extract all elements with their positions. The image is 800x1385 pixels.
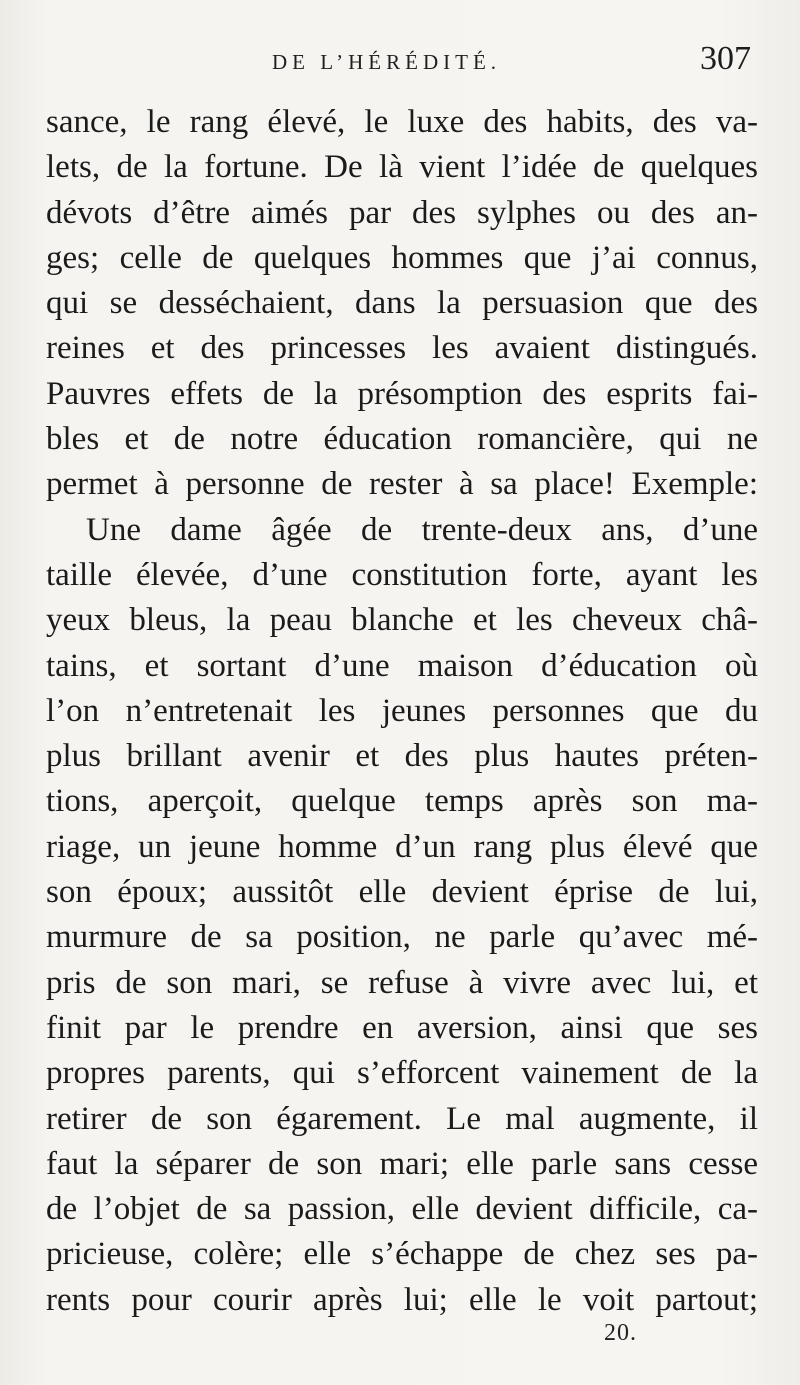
text-line: son époux; aussitôt elle devient éprise de lui, [46, 874, 758, 911]
text-line: taille élevée, d’une constitution forte, ayant les [46, 556, 758, 593]
running-head [0, 40, 800, 84]
text-line: rents pour courir après lui; elle le voit partout; [46, 1281, 758, 1318]
text-line: lets, de la fortune. De là vient l’idée de quelques [46, 149, 758, 186]
text-line: tions, aperçoit, quelque temps après son ma- [46, 783, 758, 820]
running-title: DE L’HÉRÉDITÉ. [272, 50, 502, 74]
paragraph-start-line: Une dame âgée de trente-deux ans, d’une [86, 511, 758, 548]
text-line: yeux bleus, la peau blanche et les cheveux châ- [46, 602, 758, 639]
text-line: plus brillant avenir et des plus hautes préten- [46, 738, 758, 775]
text-line: pricieuse, colère; elle s’échappe de chez ses pa- [46, 1236, 758, 1273]
text-line: reines et des princesses les avaient distingués. [46, 330, 758, 367]
body-text [46, 100, 758, 1323]
text-line: finit par le prendre en aversion, ainsi que ses [46, 1009, 758, 1046]
text-line: murmure de sa position, ne parle qu’avec mé- [46, 919, 758, 956]
text-line: ges; celle de quelques hommes que j’ai connus, [46, 239, 758, 276]
text-line: faut la séparer de son mari; elle parle sans cesse [46, 1145, 758, 1182]
text-line: Pauvres effets de la présomption des esprits fai- [46, 375, 758, 412]
page-number: 307 [700, 40, 751, 77]
text-line: tains, et sortant d’une maison d’éducation où [46, 647, 758, 684]
text-line: riage, un jeune homme d’un rang plus élevé que [46, 828, 758, 865]
text-line: sance, le rang élevé, le luxe des habits, des va- [46, 104, 758, 140]
text-line: permet à personne de rester à sa place! Exemple: [46, 466, 758, 503]
signature-mark: 20. [604, 1320, 637, 1346]
text-line: de l’objet de sa passion, elle devient difficile, ca- [46, 1191, 758, 1228]
text-line: dévots d’être aimés par des sylphes ou des an- [46, 194, 758, 231]
text-line: bles et de notre éducation romancière, qui ne [46, 421, 758, 458]
text-line: retirer de son égarement. Le mal augmente, il [46, 1100, 758, 1137]
text-line: propres parents, qui s’efforcent vainement de la [46, 1055, 758, 1092]
text-line: qui se desséchaient, dans la persuasion que des [46, 285, 758, 322]
text-line: l’on n’entretenait les jeunes personnes que du [46, 692, 758, 729]
text-line: pris de son mari, se refuse à vivre avec lui, et [46, 964, 758, 1001]
